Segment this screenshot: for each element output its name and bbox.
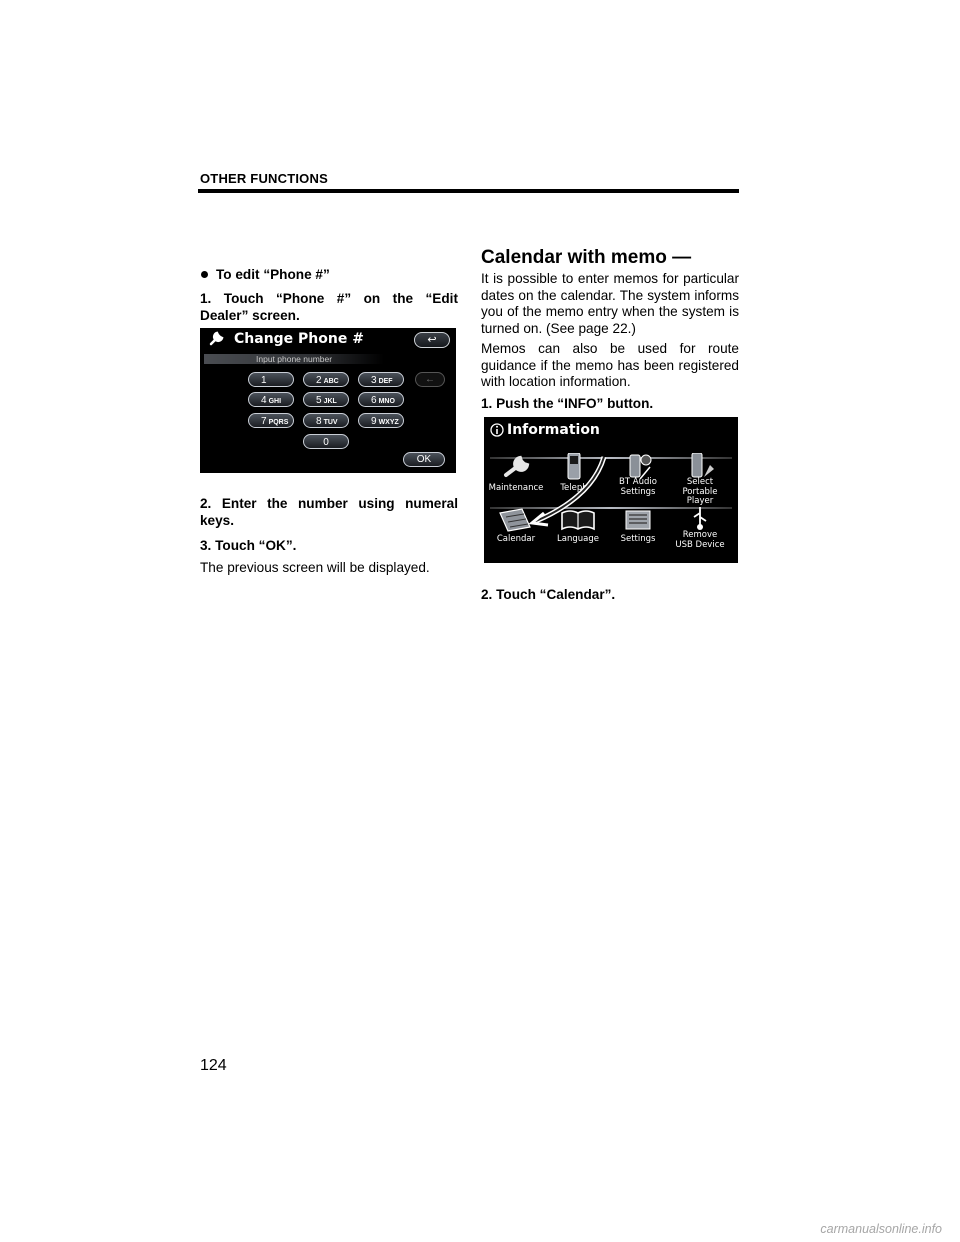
tile-remove-usb-device[interactable]: Remove USB Device xyxy=(670,501,730,563)
change-phone-screenshot xyxy=(200,328,456,473)
bullet-heading-row xyxy=(200,267,458,284)
key-7[interactable]: 7 PQRS xyxy=(248,413,294,428)
left-step-1: 1. Touch “Phone #” on the “Edit Dealer” screen. xyxy=(200,291,458,323)
key-0[interactable]: 0 xyxy=(303,434,349,449)
key-9[interactable]: 9 WXYZ xyxy=(358,413,404,428)
header-rule xyxy=(198,189,739,193)
left-step-2: 2. Enter the number using numeral keys. xyxy=(200,496,458,528)
right-step-2: 2. Touch “Calendar”. xyxy=(481,587,616,602)
tile-select-portable-player[interactable]: Select Portable Player xyxy=(670,449,730,513)
watermark-link[interactable]: carmanualsonline.info xyxy=(820,1222,942,1236)
delete-button[interactable]: ← xyxy=(415,372,445,387)
arrow-annotation xyxy=(484,417,738,563)
tile-telephone[interactable]: Teleph xyxy=(544,449,604,513)
tile-settings[interactable]: Settings xyxy=(608,501,668,563)
screen-title: Change Phone # xyxy=(234,331,364,347)
key-3[interactable]: 3 DEF xyxy=(358,372,404,387)
information-screenshot xyxy=(484,417,738,563)
phone-input-field[interactable]: Input phone number xyxy=(204,354,384,364)
left-step-3: 3. Touch “OK”. xyxy=(200,538,297,553)
page-number: 124 xyxy=(200,1057,227,1074)
key-5[interactable]: 5 JKL xyxy=(303,392,349,407)
ok-button[interactable]: OK xyxy=(403,452,445,467)
key-8[interactable]: 8 TUV xyxy=(303,413,349,428)
screen-title: Information xyxy=(507,422,600,438)
right-step-1: 1. Push the “INFO” button. xyxy=(481,396,654,411)
section-heading: Calendar with memo — xyxy=(481,247,692,268)
tile-calendar[interactable]: Calendar xyxy=(486,501,546,563)
right-para-2: Memos can also be used for route guidance if the memo has been registered with location information. xyxy=(481,341,739,389)
left-result: The previous screen will be displayed. xyxy=(200,560,430,575)
right-para-1: It is possible to enter memos for particular dates on the calendar. The system informs you of the memo entry when the system is turned on. (See page 22.) xyxy=(481,271,739,336)
section-title: OTHER FUNCTIONS xyxy=(200,171,328,186)
key-6[interactable]: 6 MNO xyxy=(358,392,404,407)
tile-maintenance[interactable]: Maintenance xyxy=(486,449,546,513)
key-4[interactable]: 4 GHI xyxy=(248,392,294,407)
tile-bt-audio-settings[interactable]: BT Audio Settings xyxy=(608,449,668,513)
bullet-icon xyxy=(201,271,208,278)
back-button[interactable]: ↩ xyxy=(414,332,450,348)
key-2[interactable]: 2 ABC xyxy=(303,372,349,387)
key-1[interactable]: 1 xyxy=(248,372,294,387)
tile-language[interactable]: Language xyxy=(548,501,608,563)
bullet-heading: To edit “Phone #” xyxy=(216,267,330,282)
wrench-icon xyxy=(209,330,225,350)
